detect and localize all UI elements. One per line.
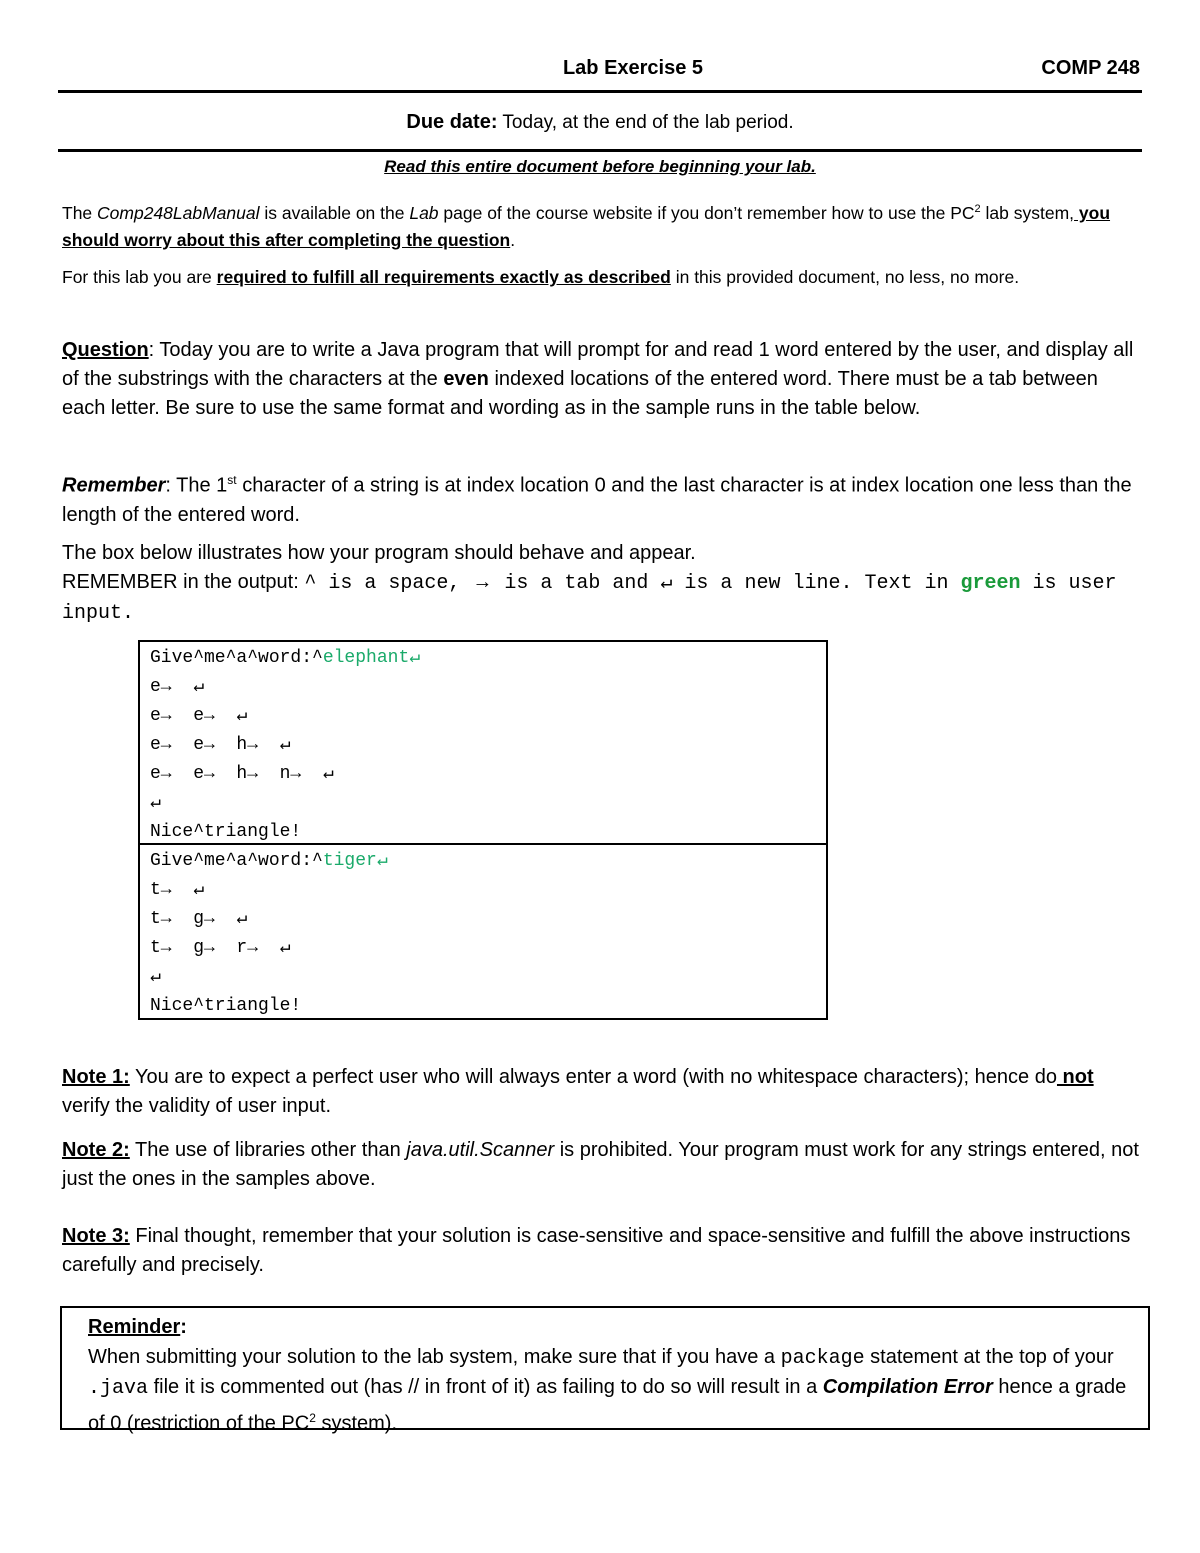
prompt-text: Give^me^a^word:^ — [150, 648, 323, 668]
reminder-label: Reminder — [88, 1316, 181, 1338]
legend-mono-2: is a tab and ↵ is a new line. Text in — [492, 572, 961, 595]
note-2-text-2: is prohibited. Your program must work for any strings entered, not just the ones in the samples above. — [62, 1139, 1139, 1190]
note-3 — [62, 1222, 1142, 1280]
reminder-text-2: statement at the top of your — [864, 1345, 1114, 1368]
reminder-text-1: When submitting your solution to the lab system, make sure that if you have a — [88, 1345, 781, 1368]
req-text-1: For this lab you are — [62, 267, 217, 287]
output-line: t→ ↵ — [150, 880, 205, 900]
remember-paragraph — [62, 466, 1142, 530]
due-date — [58, 111, 1142, 134]
note-3-text: Final thought, remember that your solution is case-sensitive and space-sensitive and fulfill the above instructions carefully and precisely. — [62, 1225, 1131, 1276]
intro-paragraph — [62, 196, 1142, 254]
reminder-heading — [88, 1313, 1144, 1343]
header-rule — [58, 90, 1142, 93]
note-1-not: not — [1056, 1066, 1094, 1088]
remember-text-2: character of a string is at index location 0 and the last character is at index location one less than the length of the entered word. — [62, 474, 1132, 526]
req-text-2: in this provided document, no less, no more. — [670, 267, 1020, 287]
note-2 — [62, 1136, 1142, 1194]
pc-superscript: 2 — [974, 203, 981, 215]
user-input: elephant↵ — [322, 648, 421, 668]
remember-label: Remember — [62, 474, 166, 497]
reminder-content — [88, 1313, 1144, 1439]
question-text-2: indexed locations of the entered word. There must be a tab between each letter. Be sure to use the same format and wording as in the sample runs in the table below. — [62, 368, 1098, 419]
note-2-label: Note 2: — [62, 1139, 130, 1161]
sample-run-2 — [150, 847, 388, 1021]
reminder-body — [88, 1343, 1144, 1439]
output-line: Nice^triangle! — [150, 996, 302, 1016]
user-input: tiger↵ — [322, 851, 388, 871]
intro-text-3: page of the course website if you don’t remember how to use the PC — [438, 202, 975, 223]
intro-text-4: lab system, — [980, 202, 1075, 223]
output-line: t→ g→ r→ ↵ — [150, 938, 291, 958]
note-1 — [62, 1063, 1142, 1121]
intro-emphasis: you should worry about this after completing the question — [62, 202, 1111, 250]
req-emphasis: required to fulfill all requirements exactly as described — [216, 267, 671, 287]
reminder-text-4: hence a grade of 0 (restriction of the PC — [88, 1376, 1127, 1435]
sample-prompt-line — [150, 644, 420, 673]
even-word: even — [443, 368, 489, 390]
remember-text-1: : The 1 — [165, 474, 228, 497]
lab-page-name: Lab — [409, 202, 439, 223]
due-label: Due date: — [406, 111, 498, 133]
prompt-text: Give^me^a^word:^ — [150, 851, 323, 871]
legend-mono-1: ^ is a space, — [304, 572, 473, 595]
question-label: Question — [62, 339, 149, 361]
course-code: COMP 248 — [1041, 57, 1140, 79]
output-line: e→ e→ ↵ — [150, 706, 248, 726]
question-text-1: : Today you are to write a Java program that will prompt for and read 1 word entered by the user, and display all of the substrings with the characters at the — [62, 339, 1134, 390]
legend-mono-3: is user input. — [62, 572, 1117, 625]
output-line: e→ e→ h→ ↵ — [150, 735, 291, 755]
box-intro: The box below illustrates how your program should behave and appear. — [62, 542, 696, 564]
output-line: t→ g→ ↵ — [150, 909, 248, 929]
output-line: e→ e→ h→ n→ ↵ — [150, 764, 334, 784]
due-text: Today, at the end of the lab period. — [497, 112, 794, 133]
reminder-text-3: file it is commented out (has // in front of it) as failing to do so will result in a — [148, 1376, 823, 1398]
legend-green-word: green — [960, 572, 1021, 595]
legend-paragraph — [62, 568, 1142, 628]
note-1-text-2: verify the validity of user input. — [62, 1095, 332, 1117]
java-extension: .java — [88, 1377, 149, 1400]
requirements-paragraph — [62, 264, 1142, 291]
output-line: ↵ — [150, 967, 161, 987]
tab-arrow-icon: → — [472, 571, 493, 593]
note-1-label: Note 1: — [62, 1066, 130, 1088]
library-name: java.util.Scanner — [406, 1139, 555, 1161]
intro-text-2: is available on the — [259, 202, 410, 223]
read-notice: Read this entire document before beginning your lab. — [384, 157, 816, 176]
sample-prompt-line — [150, 847, 388, 876]
page-title: Lab Exercise 5 — [562, 57, 704, 79]
lab-manual-name: Comp248LabManual — [97, 202, 260, 223]
output-line: e→ ↵ — [150, 677, 205, 697]
sample-run-1 — [150, 644, 420, 847]
intro-text-1: The — [62, 202, 98, 223]
note-3-label: Note 3: — [62, 1225, 130, 1247]
note-1-text-1: You are to expect a perfect user who will always enter a word (with no whitespace characters); hence do — [129, 1066, 1057, 1088]
output-line: Nice^triangle! — [150, 822, 302, 842]
note-2-text-1: The use of libraries other than — [129, 1139, 407, 1161]
reminder-colon: : — [180, 1316, 187, 1338]
package-keyword: package — [780, 1346, 865, 1370]
reminder-superscript: 2 — [309, 1410, 316, 1425]
reminder-text-5: system). — [315, 1412, 398, 1435]
legend-text-1: REMEMBER in the output: — [62, 571, 305, 593]
remember-superscript: st — [227, 473, 237, 487]
due-rule — [58, 149, 1142, 152]
output-line: ↵ — [150, 793, 161, 813]
compilation-error: Compilation Error — [822, 1376, 993, 1398]
question-paragraph — [62, 336, 1142, 423]
intro-text-5: . — [510, 229, 516, 250]
